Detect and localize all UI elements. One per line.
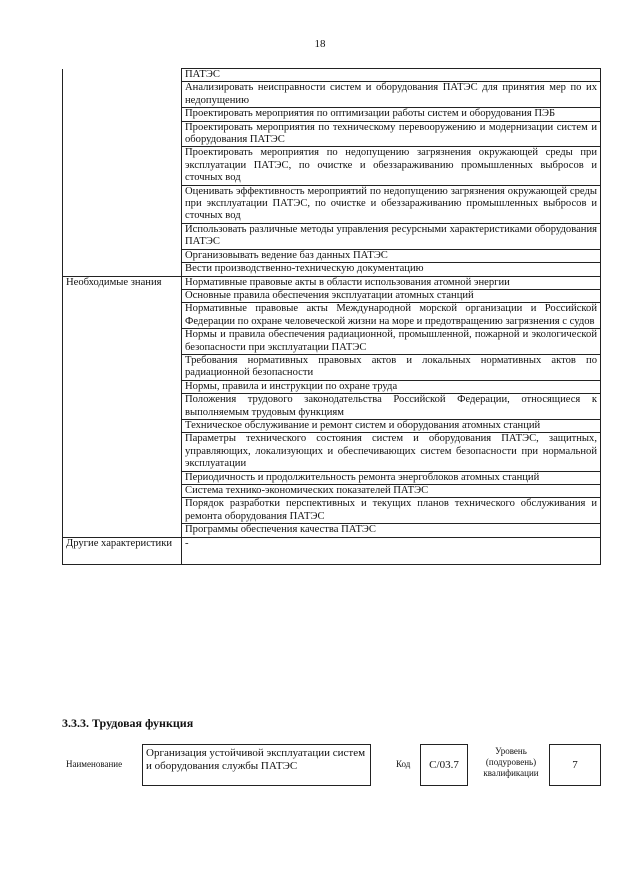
- table-row: [63, 185, 601, 223]
- row-value: Проектировать мероприятия по техническому перевооружению и модернизации систем и оборудования ПАТЭС: [182, 121, 601, 147]
- table-row: [63, 82, 601, 108]
- table-row: [63, 471, 601, 484]
- table-row: [63, 108, 601, 121]
- row-label: [63, 147, 182, 185]
- row-label: [63, 433, 182, 471]
- table-row: [63, 354, 601, 380]
- row-value: Система технико-экономических показателей ПАТЭС: [182, 485, 601, 498]
- table-row: [63, 289, 601, 302]
- row-value: Нормы, правила и инструкции по охране труда: [182, 380, 601, 393]
- row-label: [63, 485, 182, 498]
- row-value: Оценивать эффективность мероприятий по недопущению загрязнения окружающей среды при эксплуатации ПАТЭС, по очистке и обеззараживанию промышленных выбросов и сточных вод: [182, 185, 601, 223]
- table-row: [63, 263, 601, 276]
- row-value: Использовать различные методы управления ресурсными характеристиками оборудования ПАТЭС: [182, 223, 601, 249]
- row-label: [63, 82, 182, 108]
- row-label: [63, 329, 182, 355]
- row-value: Нормативные правовые акты Международной морской организации и Российской Федерации по охране человеческой жизни на море и предотвращению загрязнения с судов: [182, 303, 601, 329]
- row-label: [63, 249, 182, 262]
- row-value: Нормативные правовые акты в области использования атомной энергии: [182, 276, 601, 289]
- row-label: [63, 289, 182, 302]
- row-value: ПАТЭС: [182, 69, 601, 82]
- page-number: 18: [314, 38, 326, 50]
- table-row: [63, 485, 601, 498]
- table-row: [63, 121, 601, 147]
- row-value: -: [182, 537, 601, 564]
- row-label: [63, 394, 182, 420]
- row-label: [63, 380, 182, 393]
- table-row: [63, 524, 601, 537]
- row-label: [63, 419, 182, 432]
- code-label: Код: [396, 759, 411, 769]
- row-value: Программы обеспечения качества ПАТЭС: [182, 524, 601, 537]
- row-label: [63, 69, 182, 82]
- function-code-box: C/03.7: [420, 744, 468, 786]
- requirements-table: [62, 68, 601, 565]
- function-name-box: Организация устойчивой эксплуатации систем и оборудования службы ПАТЭС: [142, 744, 371, 786]
- row-label: [63, 354, 182, 380]
- table-row: [63, 249, 601, 262]
- row-value: Анализировать неисправности систем и оборудования ПАТЭС для принятия мер по их недопущению: [182, 82, 601, 108]
- table-row: [63, 69, 601, 82]
- table-row: [63, 303, 601, 329]
- row-value: Техническое обслуживание и ремонт систем и оборудования атомных станций: [182, 419, 601, 432]
- function-title: 3.3.3. Трудовая функция: [62, 716, 194, 730]
- table-row: [63, 419, 601, 432]
- row-value: Требования нормативных правовых актов и локальных нормативных актов по радиационной безопасности: [182, 354, 601, 380]
- row-value: Проектировать мероприятия по оптимизации работы систем и оборудования ПЭБ: [182, 108, 601, 121]
- row-value: Основные правила обеспечения эксплуатации атомных станций: [182, 289, 601, 302]
- row-value: Вести производственно-техническую документацию: [182, 263, 601, 276]
- table-row: [63, 329, 601, 355]
- row-label: Необходимые знания: [63, 276, 182, 289]
- row-label: [63, 524, 182, 537]
- table-row: [63, 394, 601, 420]
- table-row: [63, 537, 601, 564]
- row-value: Проектировать мероприятия по недопущению загрязнения окружающей среды при эксплуатации ПАТЭС, по очистке и обеззараживанию промышленных выбросов и сточных вод: [182, 147, 601, 185]
- table-row: [63, 433, 601, 471]
- function-row: [62, 744, 602, 786]
- row-label: [63, 498, 182, 524]
- table-row: [63, 223, 601, 249]
- row-label: [63, 263, 182, 276]
- row-label: Другие характеристики: [63, 537, 182, 564]
- row-value: Параметры технического состояния систем и оборудования ПАТЭС, защитных, управляющих, локализующих и обеспечивающих систем безопасности при нормальной эксплуатации: [182, 433, 601, 471]
- table-row: [63, 498, 601, 524]
- row-value: Порядок разработки перспективных и текущих планов технического обслуживания и ремонта оборудования ПАТЭС: [182, 498, 601, 524]
- row-label: [63, 223, 182, 249]
- row-label: [63, 121, 182, 147]
- function-level-box: 7: [549, 744, 601, 786]
- row-value: Периодичность и продолжительность ремонта энергоблоков атомных станций: [182, 471, 601, 484]
- row-value: Нормы и правила обеспечения радиационной, промышленной, пожарной и экологической безопасности при эксплуатации ПАТЭС: [182, 329, 601, 355]
- name-label: Наименование: [66, 759, 123, 769]
- table-row: [63, 147, 601, 185]
- row-label: [63, 108, 182, 121]
- row-label: [63, 185, 182, 223]
- row-label: [63, 471, 182, 484]
- level-label: Уровень (подуровень) квалификации: [483, 746, 539, 778]
- table-row: [63, 380, 601, 393]
- row-label: [63, 303, 182, 329]
- table-row: [63, 276, 601, 289]
- row-value: Положения трудового законодательства Российской Федерации, относящиеся к выполняемым трудовым функциям: [182, 394, 601, 420]
- row-value: Организовывать ведение баз данных ПАТЭС: [182, 249, 601, 262]
